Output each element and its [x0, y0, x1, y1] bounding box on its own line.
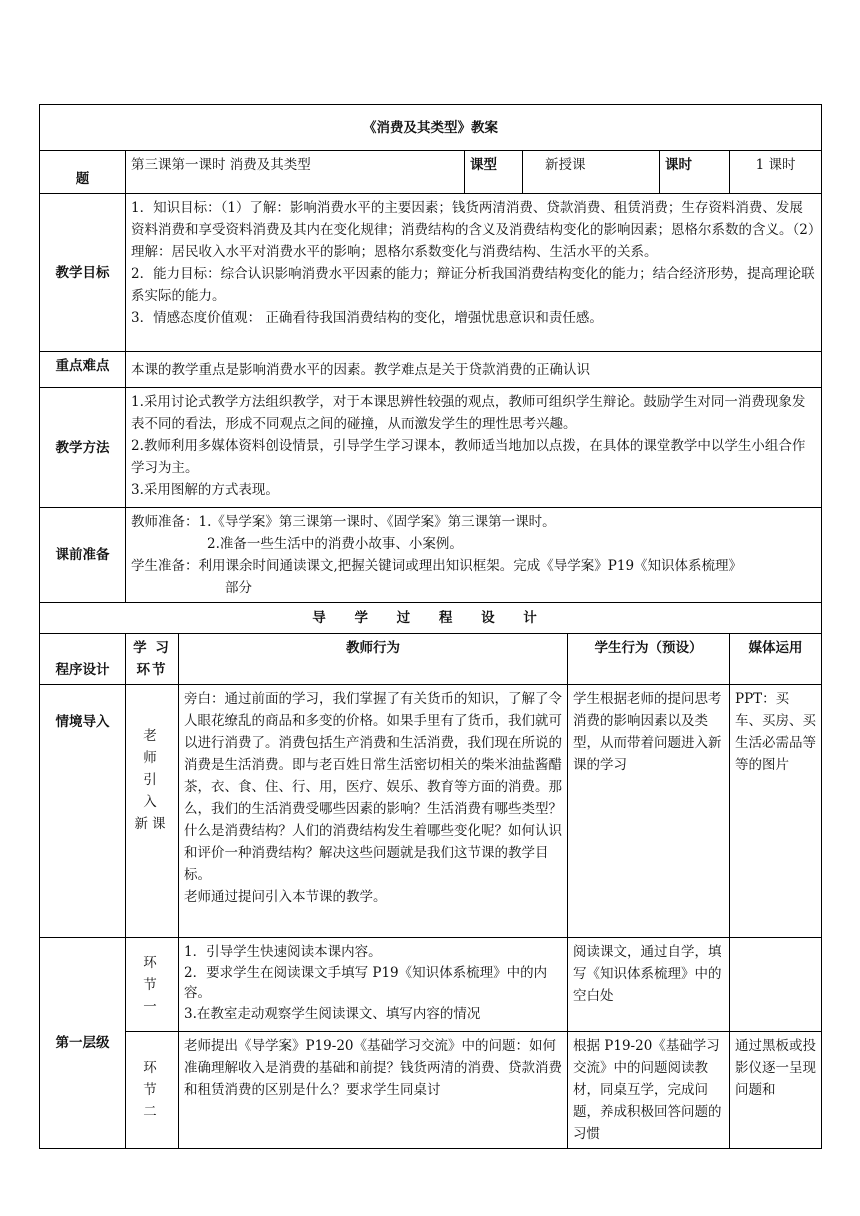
step1-teacher-1: 1．引导学生快速阅读本课内容。 [184, 944, 382, 960]
step1-teacher-3: 3.在教室走动观察学生阅读课文、填写内容的情况 [184, 1006, 481, 1022]
methods-label: 教学方法 [40, 388, 126, 508]
method-1: 1.采用讨论式教学方法组织教学，对于本课思辨性较强的观点，教师可组织学生辩论。鼓励学生对同一消费现象发表不同的看法，形成不同观点之间的碰撞，从而激发学生的理性思考兴趣。 [131, 394, 806, 432]
level1-program: 第一层级 [40, 938, 126, 1149]
step1-stage: 环 节 一 [126, 938, 179, 1032]
header-stage: 学 习 环节 [126, 634, 179, 685]
intro-teacher-narration: 旁白：通过前面的学习，我们掌握了有关货币的知识，了解了令人眼花缭乱的商品和多变的价格。如果手里有了货币，我们就可以进行消费了。消费包括生产消费和生活消费，我们现在所说的消费是生活消费。即与老百姓日常生活密切相关的柴米油盐酱醋茶，衣、食、住、行、用，医疗、娱乐、教育等方面的消费。那么，我们的生活消费受哪些因素的影响？生活消费有哪些类型？什么是消费结构？人们的消费结构发生着哪些变化呢？如何认识和评价一种消费结构？解决这些问题就是我们这节课的教学目标。 [184, 691, 562, 883]
keypoints-label: 重点难点 [40, 352, 126, 388]
method-3: 3.采用图解的方式表现。 [131, 482, 279, 498]
step2-media: 通过黑板或投影仪逐一呈现问题和 [730, 1032, 822, 1149]
hours-value: 1 课时 [730, 151, 822, 194]
process-header-row [40, 634, 822, 685]
teacher-prep-1: 教师准备：1.《导学案》第三课第一课时、《固学案》第三课第一课时。 [131, 514, 556, 530]
objectives-label: 教学目标 [40, 194, 126, 352]
header-program: 程序设计 [40, 634, 126, 685]
step1-student: 阅读课文，通过自学，填写《知识体系梳理》中的空白处 [568, 938, 730, 1032]
keypoints-content: 本课的教学重点是影响消费水平的因素。教学难点是关于贷款消费的正确认识 [126, 352, 822, 388]
method-2: 2.教师利用多媒体资料创设情景，引导学生学习课本，教师适当地加以点拨，在具体的课堂教学中以学生小组合作学习为主。 [131, 438, 806, 476]
objective-knowledge: 1．知识目标：（1）了解：影响消费水平的主要因素；钱货两清消费、贷款消费、租赁消费；生存资料消费、发展资料消费和享受资料消费及其内在变化规律；消费结构的含义及消费结构变化的影响因素；恩格尔系数的含义。（2）理解：居民收入水平对消费水平的影响；恩格尔系数变化与消费结构、生活水平的关系。 [131, 200, 815, 260]
preparation-content [126, 508, 822, 603]
course-name: 第三课第一课时 消费及其类型 [126, 151, 465, 194]
objectives-row [40, 194, 822, 352]
step2-student: 根据 P19-20《基础学习交流》中的问题阅读教材，同桌互学，完成问题，养成积极回答问题的习惯 [568, 1032, 730, 1149]
objective-attitude: 3．情感态度价值观： 正确看待我国消费结构的变化，增强忧患意识和责任感。 [131, 310, 603, 326]
course-label: 题 [40, 151, 126, 194]
methods-row [40, 388, 822, 508]
methods-content [126, 388, 822, 508]
header-student: 学生行为（预设） [568, 634, 730, 685]
hours-label: 课时 [660, 151, 730, 194]
student-prep-2: 部分 [225, 580, 252, 596]
step2-stage: 环 节 二 [126, 1032, 179, 1149]
preparation-label: 课前准备 [40, 508, 126, 603]
step2-teacher: 老师提出《导学案》P19-20《基础学习交流》中的问题：如何准确理解收入是消费的基础和前提？钱货两清的消费、贷款消费和租赁消费的区别是什么？要求学生同桌讨 [179, 1032, 568, 1149]
header-media: 媒体运用 [730, 634, 822, 685]
step1-teacher-2: 2．要求学生在阅读课文手填写 P19《知识体系梳理》中的内容。 [184, 965, 548, 1001]
level1-step1-row [40, 938, 822, 1032]
teacher-prep-2: 2.准备一些生活中的消费小故事、小案例。 [207, 536, 463, 552]
level1-step2-row [40, 1032, 822, 1149]
intro-row [40, 685, 822, 938]
keypoints-row [40, 352, 822, 388]
intro-program: 情境导入 [40, 685, 126, 938]
step1-teacher [179, 938, 568, 1032]
objective-ability: 2．能力目标：综合认识影响消费水平因素的能力；辩证分析我国消费结构变化的能力；结合经济形势，提高理论联系实际的能力。 [131, 266, 815, 304]
document-title: 《消费及其类型》教案 [40, 105, 822, 151]
intro-student: 学生根据老师的提问思考消费的影响因素以及类型，从而带着问题进入新课的学习 [568, 685, 730, 938]
intro-teacher [179, 685, 568, 938]
lesson-plan-table [39, 104, 822, 1149]
type-label: 课型 [465, 151, 523, 194]
intro-stage: 老 师 引 入 新课 [126, 685, 179, 938]
info-row [40, 151, 822, 194]
process-section-title: 导 学 过 程 设 计 [40, 603, 822, 634]
type-value: 新授课 [523, 151, 660, 194]
intro-teacher-note: 老师通过提问引入本节课的教学。 [184, 889, 387, 905]
objectives-content [126, 194, 822, 352]
preparation-row [40, 508, 822, 603]
header-teacher: 教师行为 [179, 634, 568, 685]
student-prep-1: 学生准备：利用课余时间通读课文,把握关键词或理出知识框架。完成《导学案》P19《知识体系梳理》 [131, 558, 743, 574]
step1-media [730, 938, 822, 1032]
intro-media: PPT：买车、买房、买生活必需品等等的图片 [730, 685, 822, 938]
